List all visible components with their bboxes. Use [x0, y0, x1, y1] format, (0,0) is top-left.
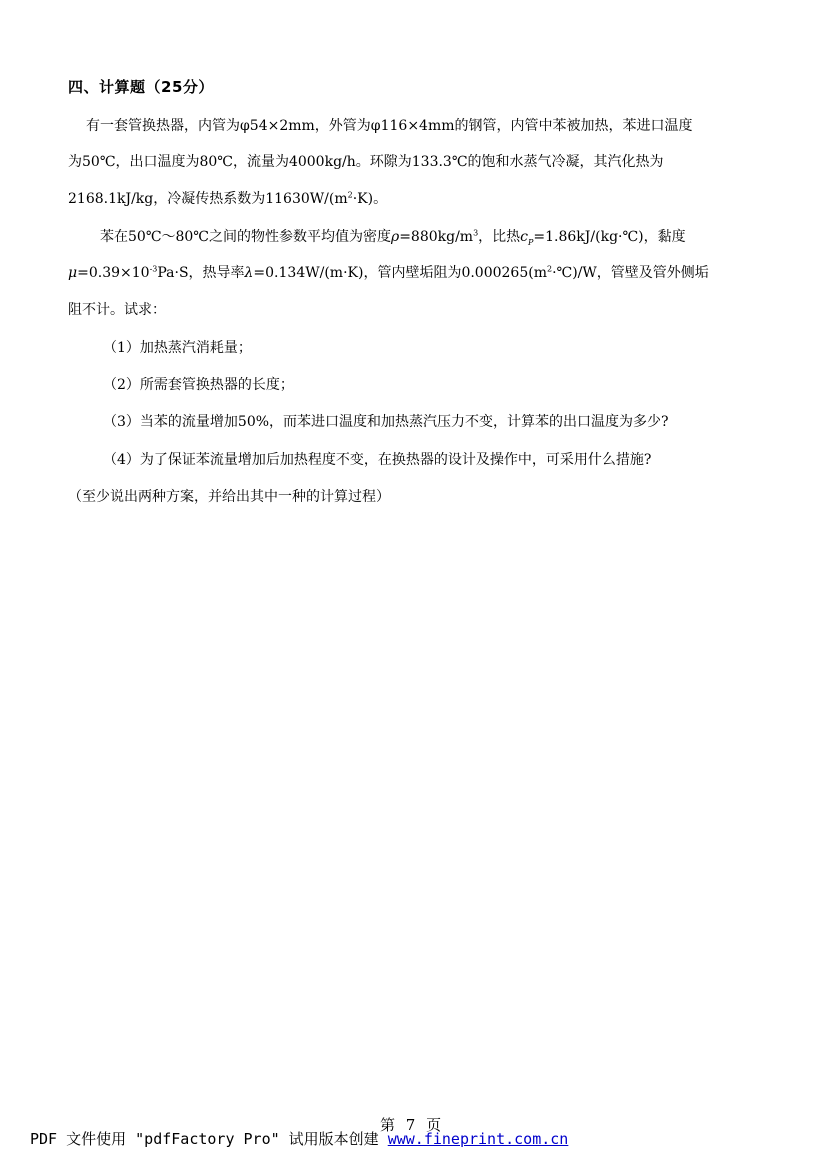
text-span: =0.39×10 — [77, 265, 150, 281]
superscript: 3 — [473, 228, 479, 238]
footer-text: PDF 文件使用 "pdfFactory Pro" 试用版本创建 — [30, 1130, 388, 1148]
text-span: ，比热 — [478, 229, 521, 245]
subscript: P — [528, 237, 534, 247]
lambda-symbol: λ — [244, 265, 254, 281]
text-span: 苯在50℃～80℃之间的物性参数平均值为密度 — [100, 229, 391, 245]
fineprint-link[interactable]: www.fineprint.com.cn — [387, 1130, 569, 1148]
page-number: 第 7 页 — [380, 1116, 445, 1134]
superscript: 2 — [546, 264, 553, 274]
question-2: （2）所需套管换热器的长度； — [103, 377, 294, 393]
text-span: =0.134W/(m·K)，管内壁垢阻为0.000265(m — [253, 265, 547, 281]
text-span: ·℃)/W，管壁及管外侧垢 — [552, 265, 709, 281]
pdf-footer — [30, 1128, 568, 1149]
rho-symbol: ρ — [390, 229, 400, 245]
question-4: （4）为了保证苯流量增加后加热程度不变，在换热器的设计及操作中，可采用什么措施? — [103, 452, 652, 468]
problem-line-2: 为50℃，出口温度为80℃，流量为4000kg/h。环隙为133.3℃的饱和水蒸气冷凝，其汽化热为 — [68, 154, 664, 170]
question-4-continued: （至少说出两种方案，并给出其中一种的计算过程） — [68, 489, 390, 505]
properties-line-2 — [68, 263, 709, 283]
text-span: =1.86kJ/(kg·℃)，黏度 — [533, 229, 686, 245]
question-3: （3）当苯的流量增加50%，而苯进口温度和加热蒸汽压力不变，计算苯的出口温度为多少? — [103, 414, 669, 430]
superscript: 2 — [347, 190, 353, 200]
text-span: Pa·S，热导率 — [157, 265, 245, 281]
properties-line-3: 阻不计。试求： — [68, 302, 166, 318]
superscript: -3 — [149, 264, 158, 274]
mu-symbol: μ — [68, 265, 78, 281]
cp-symbol: c — [520, 229, 529, 245]
text-span: 2168.1kJ/kg，冷凝传热系数为11630W/(m — [68, 191, 348, 207]
section-heading: 四、计算题（25分） — [68, 78, 214, 96]
question-1: （1）加热蒸汽消耗量； — [103, 340, 252, 356]
text-span: ·K)。 — [352, 191, 388, 207]
problem-line-3 — [68, 189, 387, 209]
problem-line-1: 有一套管换热器，内管为φ54×2mm，外管为φ116×4mm的钢管，内管中苯被加热，苯进口温度 — [86, 118, 693, 134]
text-span: =880kg/m — [399, 229, 474, 245]
properties-line-1 — [100, 227, 686, 247]
